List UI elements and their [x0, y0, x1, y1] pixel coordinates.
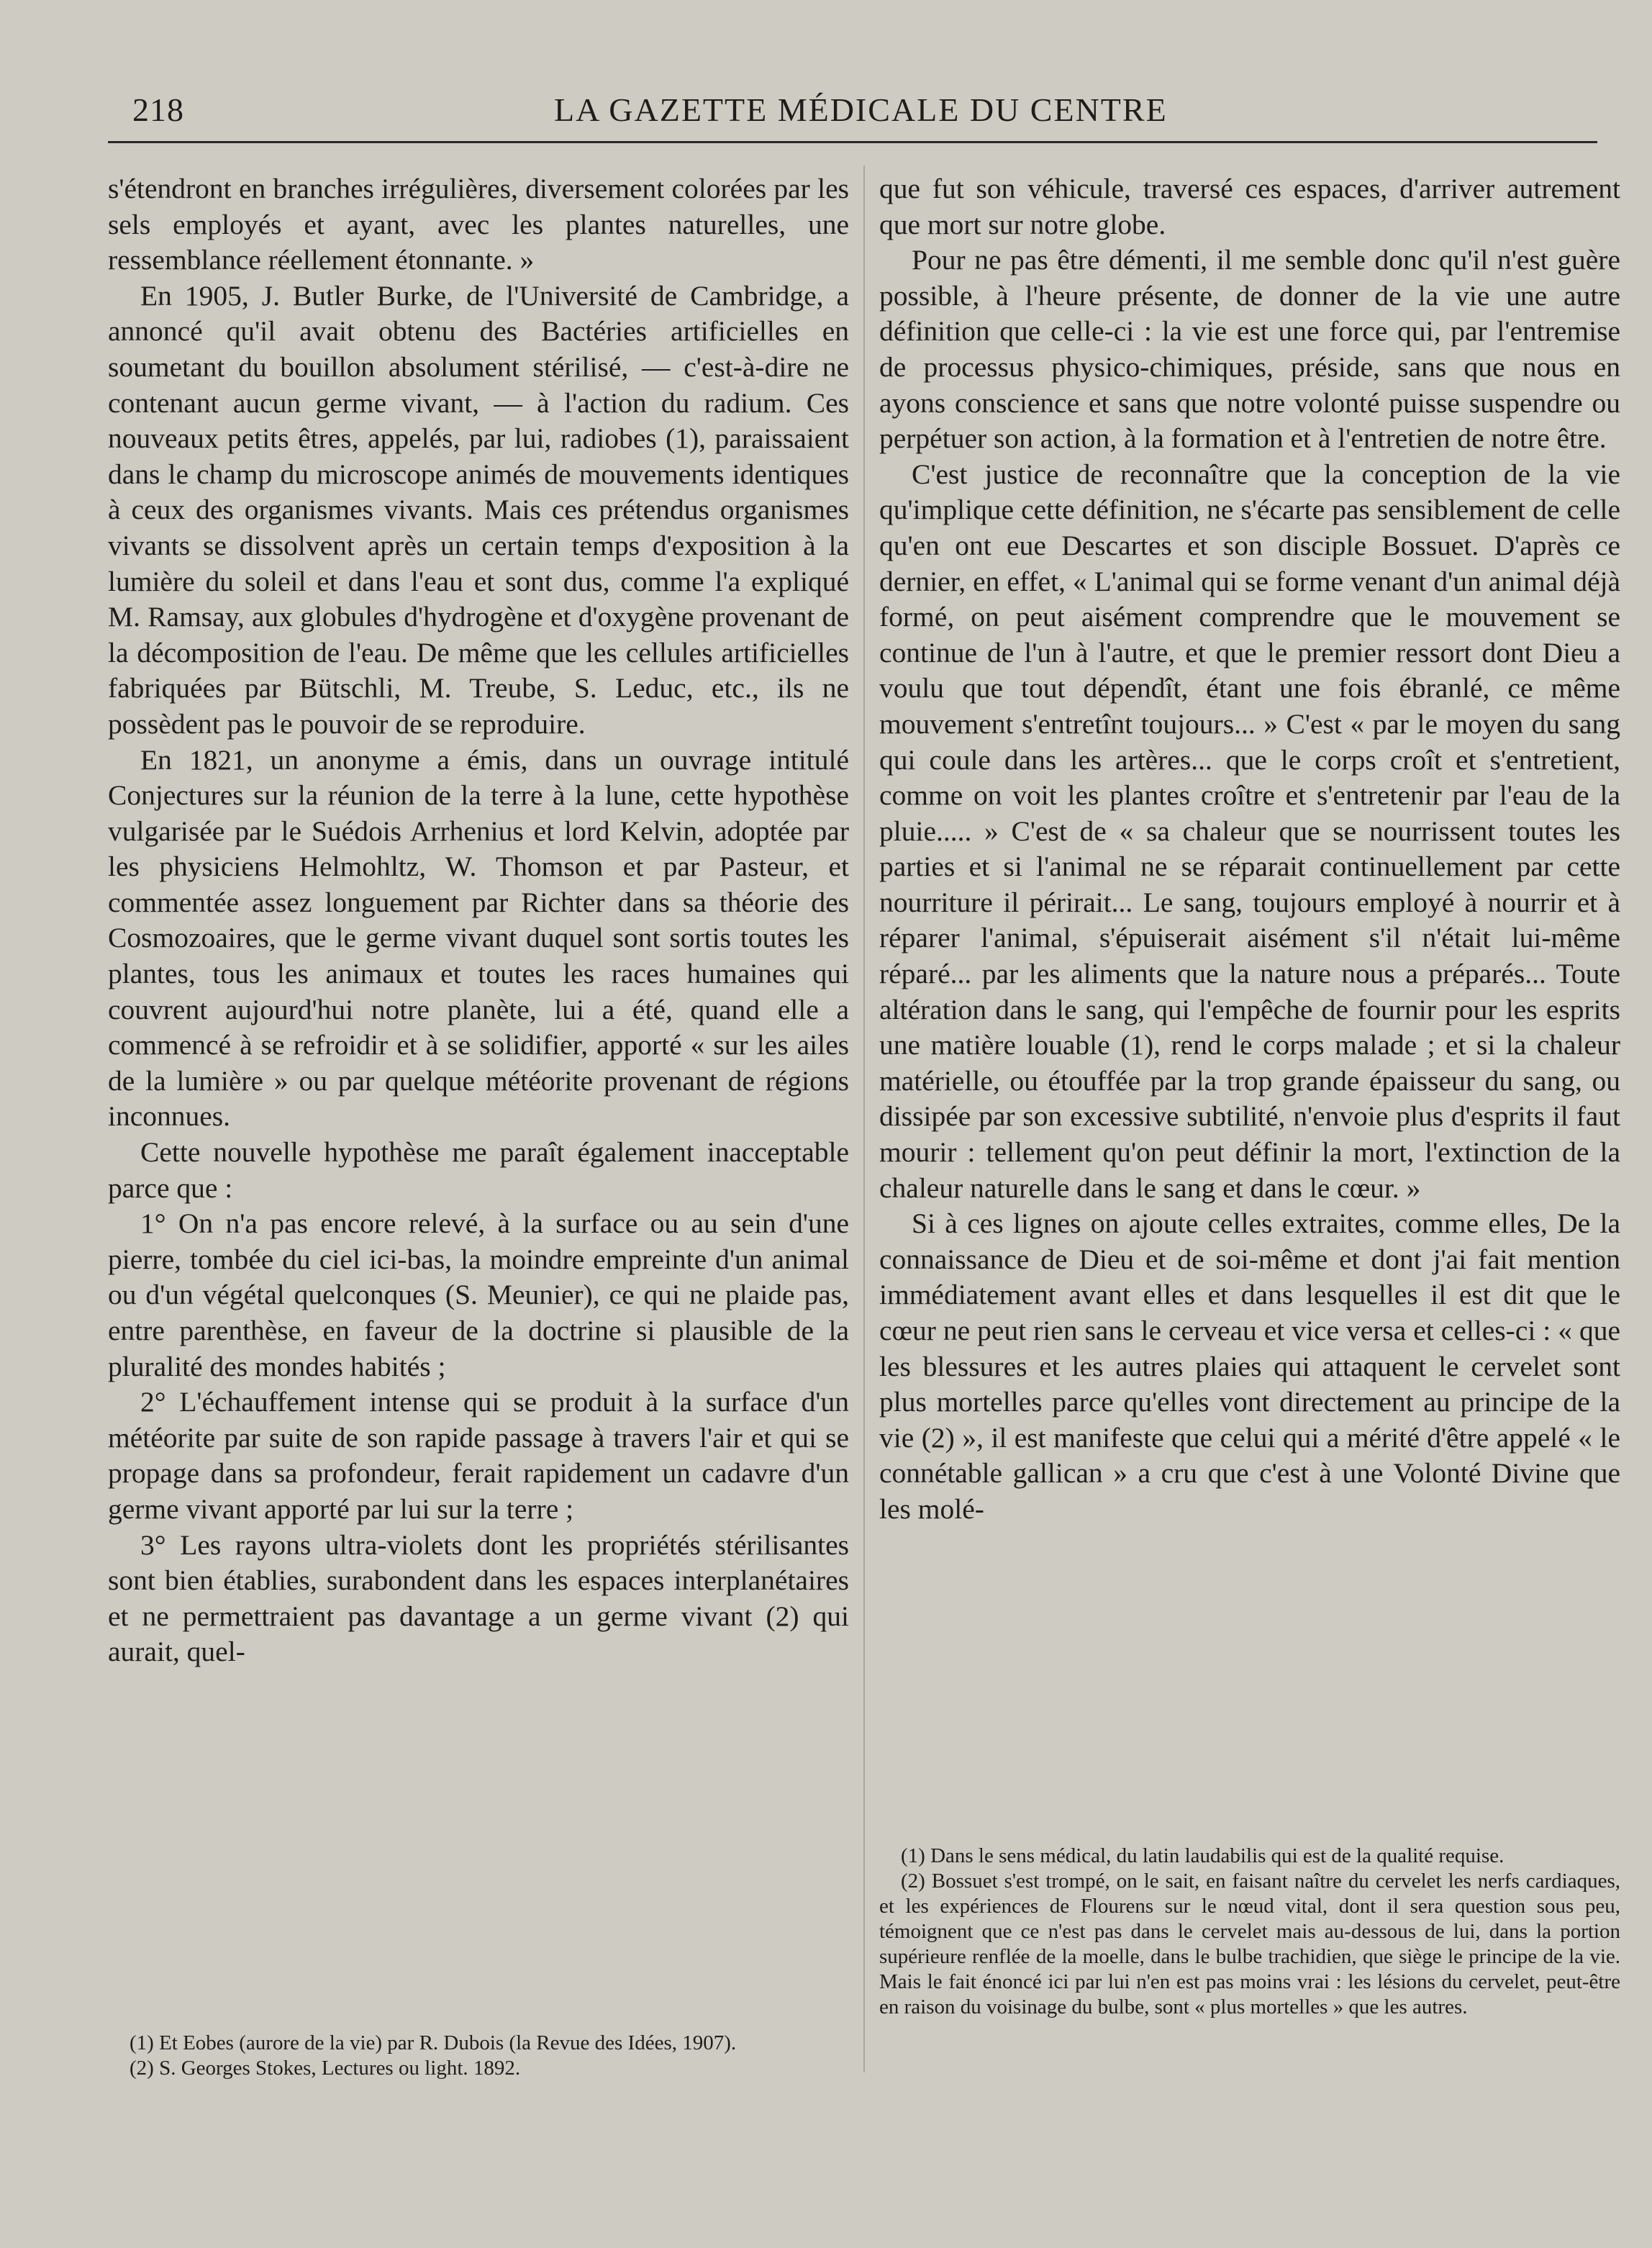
paragraph: Cette nouvelle hypothèse me paraît également inacceptable parce que : — [108, 1136, 849, 1204]
footnote: (1) Dans le sens médical, du latin laudabilis qui est de la qualité requise. — [901, 1844, 1504, 1867]
footnote: (2) Bossuet s'est trompé, on le sait, en faisant naître du cervelet les nerfs cardiaques, et les expériences de Flourens sur le nœud vital, dont il sera question sous peu, témoignent que ce n'est pas dans le cervelet mais au-dessous de lui, dans la portion supérieure renflée de la moelle, dans le bulbe trachidien, que siège le principe de la vie. Mais le fait énoncé ici par lui n'en est pas moins vrai : les lésions du cervelet, peut-être en raison du voisinage du bulbe, sont « plus mortelles » que les autres. — [879, 1869, 1620, 2018]
left-footnotes — [108, 2031, 849, 2081]
paragraph: Si à ces lignes on ajoute celles extraites, comme elles, De la connaissance de Dieu et de soi-même et dont j'ai fait mention immédiatement avant elles et dans lesquelles il est dit que le cœur ne peut rien sans le cerveau et vice versa et celles-ci : « que les blessures et les autres plaies qui attaquent le cervelet sont plus mortelles parce qu'elles vont directement au principe de la vie (2) », il est manifeste que celui qui a mérité d'être appelé « le connétable gallican » a cru que c'est à une Volonté Divine que les molé- — [879, 1207, 1620, 1525]
left-column — [108, 171, 849, 1670]
paragraph: Pour ne pas être démenti, il me semble donc qu'il n'est guère possible, à l'heure présente, de donner de la vie une autre définition que celle-ci : la vie est une force qui, par l'entremise de processus physico-chimiques, préside, sans que nous en ayons conscience et sans que notre volonté puisse suspendre ou perpétuer son action, à la formation et à l'entretien de notre être. — [879, 244, 1620, 455]
paragraph: s'étendront en branches irrégulières, diversement colorées par les sels employés et ayant, avec les plantes naturelles, une ressemblance réellement étonnante. » — [108, 173, 849, 276]
column-divider — [863, 166, 865, 2072]
paragraph: 2° L'échauffement intense qui se produit à la surface d'un météorite par suite de son rapide passage à travers l'air et qui se propage dans sa profondeur, ferait rapidement un cadavre d'un germe vivant apporté par lui sur la terre ; — [108, 1386, 849, 1525]
footnote: (1) Et Eobes (aurore de la vie) par R. Dubois (la Revue des Idées, 1907). — [130, 2031, 737, 2054]
page-number: 218 — [132, 91, 184, 128]
paragraph: En 1821, un anonyme a émis, dans un ouvrage intitulé Conjectures sur la réunion de la terre à la lune, cette hypothèse vulgarisée par le Suédois Arrhenius et lord Kelvin, adoptée par les physiciens Helmohltz, W. Thomson et par Pasteur, et commentée assez longuement par Richter dans sa théorie des Cosmozoaires, que le germe vivant duquel sont sortis toutes les plantes, tous les animaux et toutes les races humaines qui couvrent aujourd'hui notre planète, lui a été, quand elle a commencé à se refroidir et à se solidifier, apporté « sur les ailes de la lumière » ou par quelque météorite provenant de régions inconnues. — [108, 743, 849, 1133]
page-header — [108, 85, 1597, 135]
paragraph: En 1905, J. Butler Burke, de l'Université de Cambridge, a annoncé qu'il avait obtenu des Bactéries artificielles en soumetant du bouillon absolument stérilisé, — c'est-à-dire ne contenant aucun germe vivant, — à l'action du radium. Ces nouveaux petits êtres, appelés, par lui, radiobes (1), paraissaient dans le champ du microscope animés de mouvements identiques à ceux des organismes vivants. Mais ces prétendus organismes vivants se dissolvent après un certain temps d'exposition à la lumière du soleil et dans l'eau et sont dus, comme l'a expliqué M. Ramsay, aux globules d'hydrogène et d'oxygène provenant de la décomposition de l'eau. De même que les cellules artificielles fabriquées par Bütschli, M. Treube, S. Leduc, etc., ils ne possèdent pas le pouvoir de se reproduire. — [108, 279, 849, 740]
paragraph: que fut son véhicule, traversé ces espaces, d'arriver autrement que mort sur notre globe. — [879, 173, 1620, 240]
header-rule — [108, 141, 1597, 143]
paragraph: 3° Les rayons ultra-violets dont les propriétés stérilisantes sont bien établies, surabondent dans les espaces interplanétaires et ne permettraient pas davantage a un germe vivant (2) qui aurait, quel- — [108, 1528, 849, 1668]
footnote: (2) S. Georges Stokes, Lectures ou light. 1892. — [130, 2057, 521, 2080]
paragraph: 1° On n'a pas encore relevé, à la surface ou au sein d'une pierre, tombée du ciel ici-bas, la moindre empreinte d'un animal ou d'un végétal quelconques (S. Meunier), ce qui ne plaide pas, entre parenthèse, en faveur de la doctrine si plausible de la pluralité des mondes habités ; — [108, 1207, 849, 1382]
right-column — [879, 171, 1620, 1528]
running-title: LA GAZETTE MÉDICALE DU CENTRE — [554, 91, 1168, 128]
paragraph: C'est justice de reconnaître que la conception de la vie qu'implique cette définition, ne s'écarte pas sensiblement de celle qu'en ont eue Descartes et son disciple Bossuet. D'après ce dernier, en effet, « L'animal qui se forme venant d'un animal déjà formé, on peut aisément comprendre que le mouvement se continue de l'un à l'autre, et que le premier ressort dont Dieu a voulu que tout dépendît, étant une fois ébranlé, ce même mouvement s'entretînt toujours... » C'est « par le moyen du sang qui coule dans les artères... que le corps croît et s'entretient, comme on voit les plantes croître et s'entretenir par l'eau de la pluie..... » C'est de « sa chaleur que se nourrissent toutes les parties et si l'animal ne se réparait continuellement par cette nourriture il périrait... Le sang, toujours employé à nourrir et à réparer l'animal, s'épuiserait aisément s'il n'était lui-même réparé... par les aliments que la nature nous a préparés... Toute altération dans le sang, qui l'empêche de fournir pour les esprits une matière louable (1), rend le corps malade ; et si la chaleur matérielle, ou étouffée par la trop grande épaisseur du sang, ou dissipée par son excessive subtilité, n'envoie plus d'esprits il faut mourir : tellement qu'on peut définir la mort, l'extinction de la chaleur naturelle dans le sang et dans le cœur. » — [879, 458, 1620, 1204]
right-footnotes — [879, 1844, 1620, 2020]
